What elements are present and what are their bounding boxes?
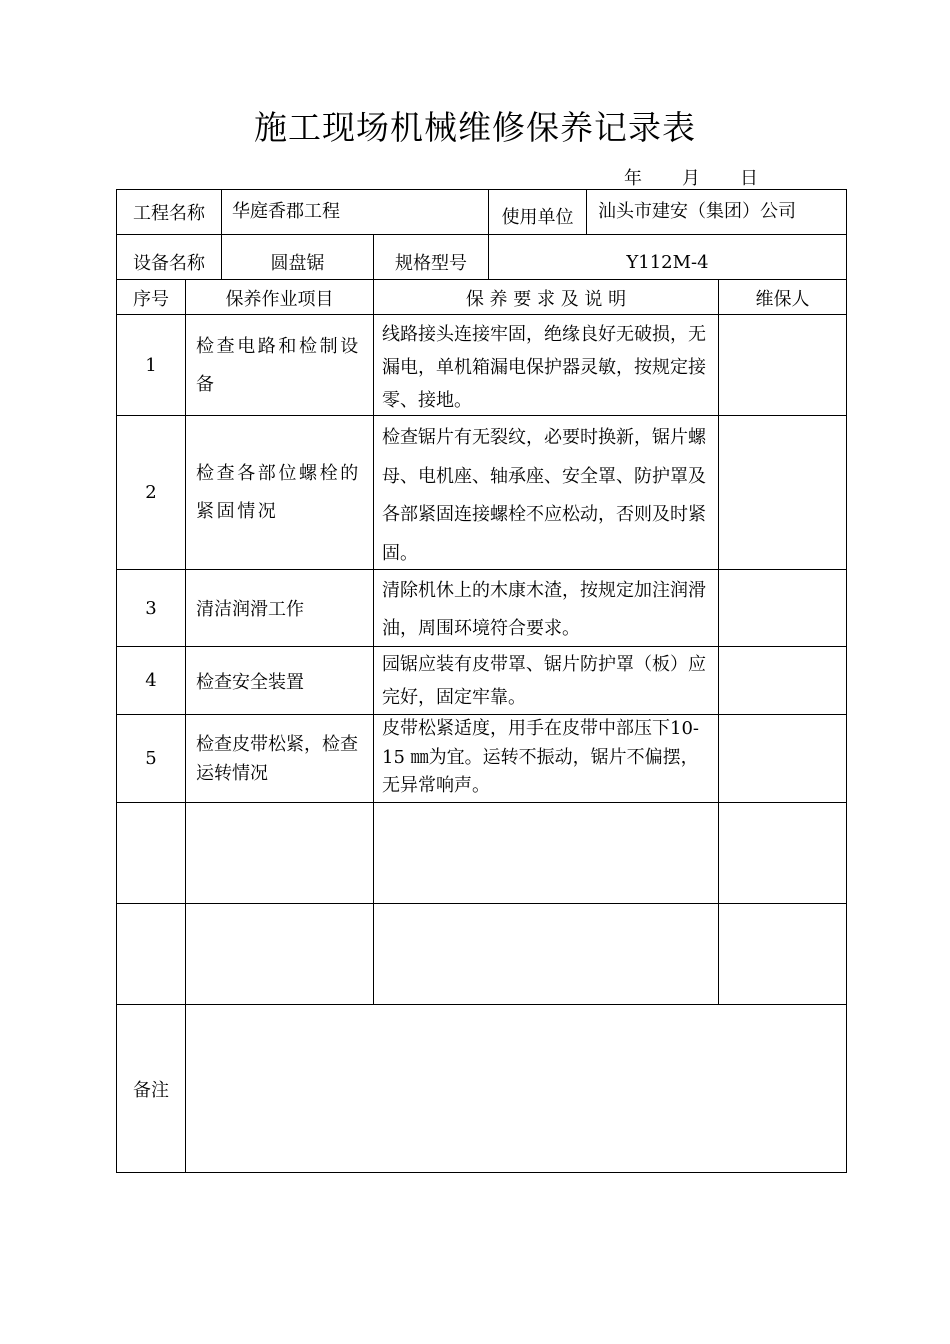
row-number: 4: [145, 670, 157, 691]
row-requirement: 线路接头连接牢固，绝缘良好无破损，无漏电，单机箱漏电保护器灵敏，按规定接零、接地。: [382, 324, 706, 411]
remark-field[interactable]: [186, 1005, 846, 1172]
row-person: [719, 316, 846, 415]
row-number: 5: [145, 748, 157, 769]
row-item: 检查安全装置: [196, 671, 304, 693]
table-rule: [221, 189, 222, 234]
row-requirement: 园锯应装有皮带罩、锯片防护罩（板）应完好，固定牢靠。: [382, 654, 706, 708]
date-year: 年: [624, 168, 642, 189]
row-item: 清洁润滑工作: [196, 599, 304, 620]
table-rule: [373, 279, 374, 1004]
row-number: 1: [145, 355, 157, 376]
row-number: 2: [145, 482, 157, 503]
row-person: [719, 647, 846, 714]
table-rule: [116, 903, 847, 904]
row-number: 3: [145, 597, 157, 619]
row-item: 检查电路和检制设备: [196, 335, 361, 395]
col-header-no: 序号: [133, 288, 169, 310]
user-unit-label: 使用单位: [501, 207, 574, 228]
table-rule: [586, 189, 587, 234]
model-label: 规格型号: [395, 253, 467, 274]
date-day: 日: [740, 168, 758, 189]
col-header-requirement: 保 养 要 求 及 说 明: [465, 288, 627, 310]
model-value: Y112M-4: [626, 251, 709, 273]
device-name-label: 设备名称: [133, 253, 205, 274]
col-header-item: 保养作业项目: [225, 288, 334, 310]
project-name-value: 华庭香郡工程: [232, 201, 340, 222]
table-border: [846, 189, 847, 1173]
table-rule: [116, 802, 847, 803]
date-month: 月: [682, 168, 700, 189]
device-name-value: 圆盘锯: [270, 253, 325, 274]
row-person: [719, 715, 846, 802]
row-item: 检查各部位螺栓的紧固情况: [196, 462, 361, 522]
project-name-label: 工程名称: [133, 203, 205, 224]
row-item: 检查皮带松紧，检查运转情况: [196, 733, 358, 784]
row-requirement: 检查锯片有无裂纹，必要时换新，锯片螺母、电机座、轴承座、安全罩、防护罩及各部紧固连接螺栓不应松动，否则及时紧固。: [382, 427, 706, 564]
row-person: [719, 570, 846, 646]
row-person: [719, 416, 846, 569]
form-title: 施工现场机械维修保养记录表: [254, 108, 696, 147]
remark-label: 备注: [133, 1079, 169, 1101]
row-requirement: 皮带松紧适度，用手在皮带中部压下10-15 ㎜为宜。运转不振动，锯片不偏摆，无异常响声。: [382, 718, 699, 796]
user-unit-value: 汕头市建安（集团）公司: [598, 201, 796, 222]
table-border: [116, 1172, 847, 1173]
row-requirement: 清除机休上的木康木渣，按规定加注润滑油，周围环境符合要求。: [382, 580, 706, 639]
col-header-person: 维保人: [755, 288, 810, 310]
